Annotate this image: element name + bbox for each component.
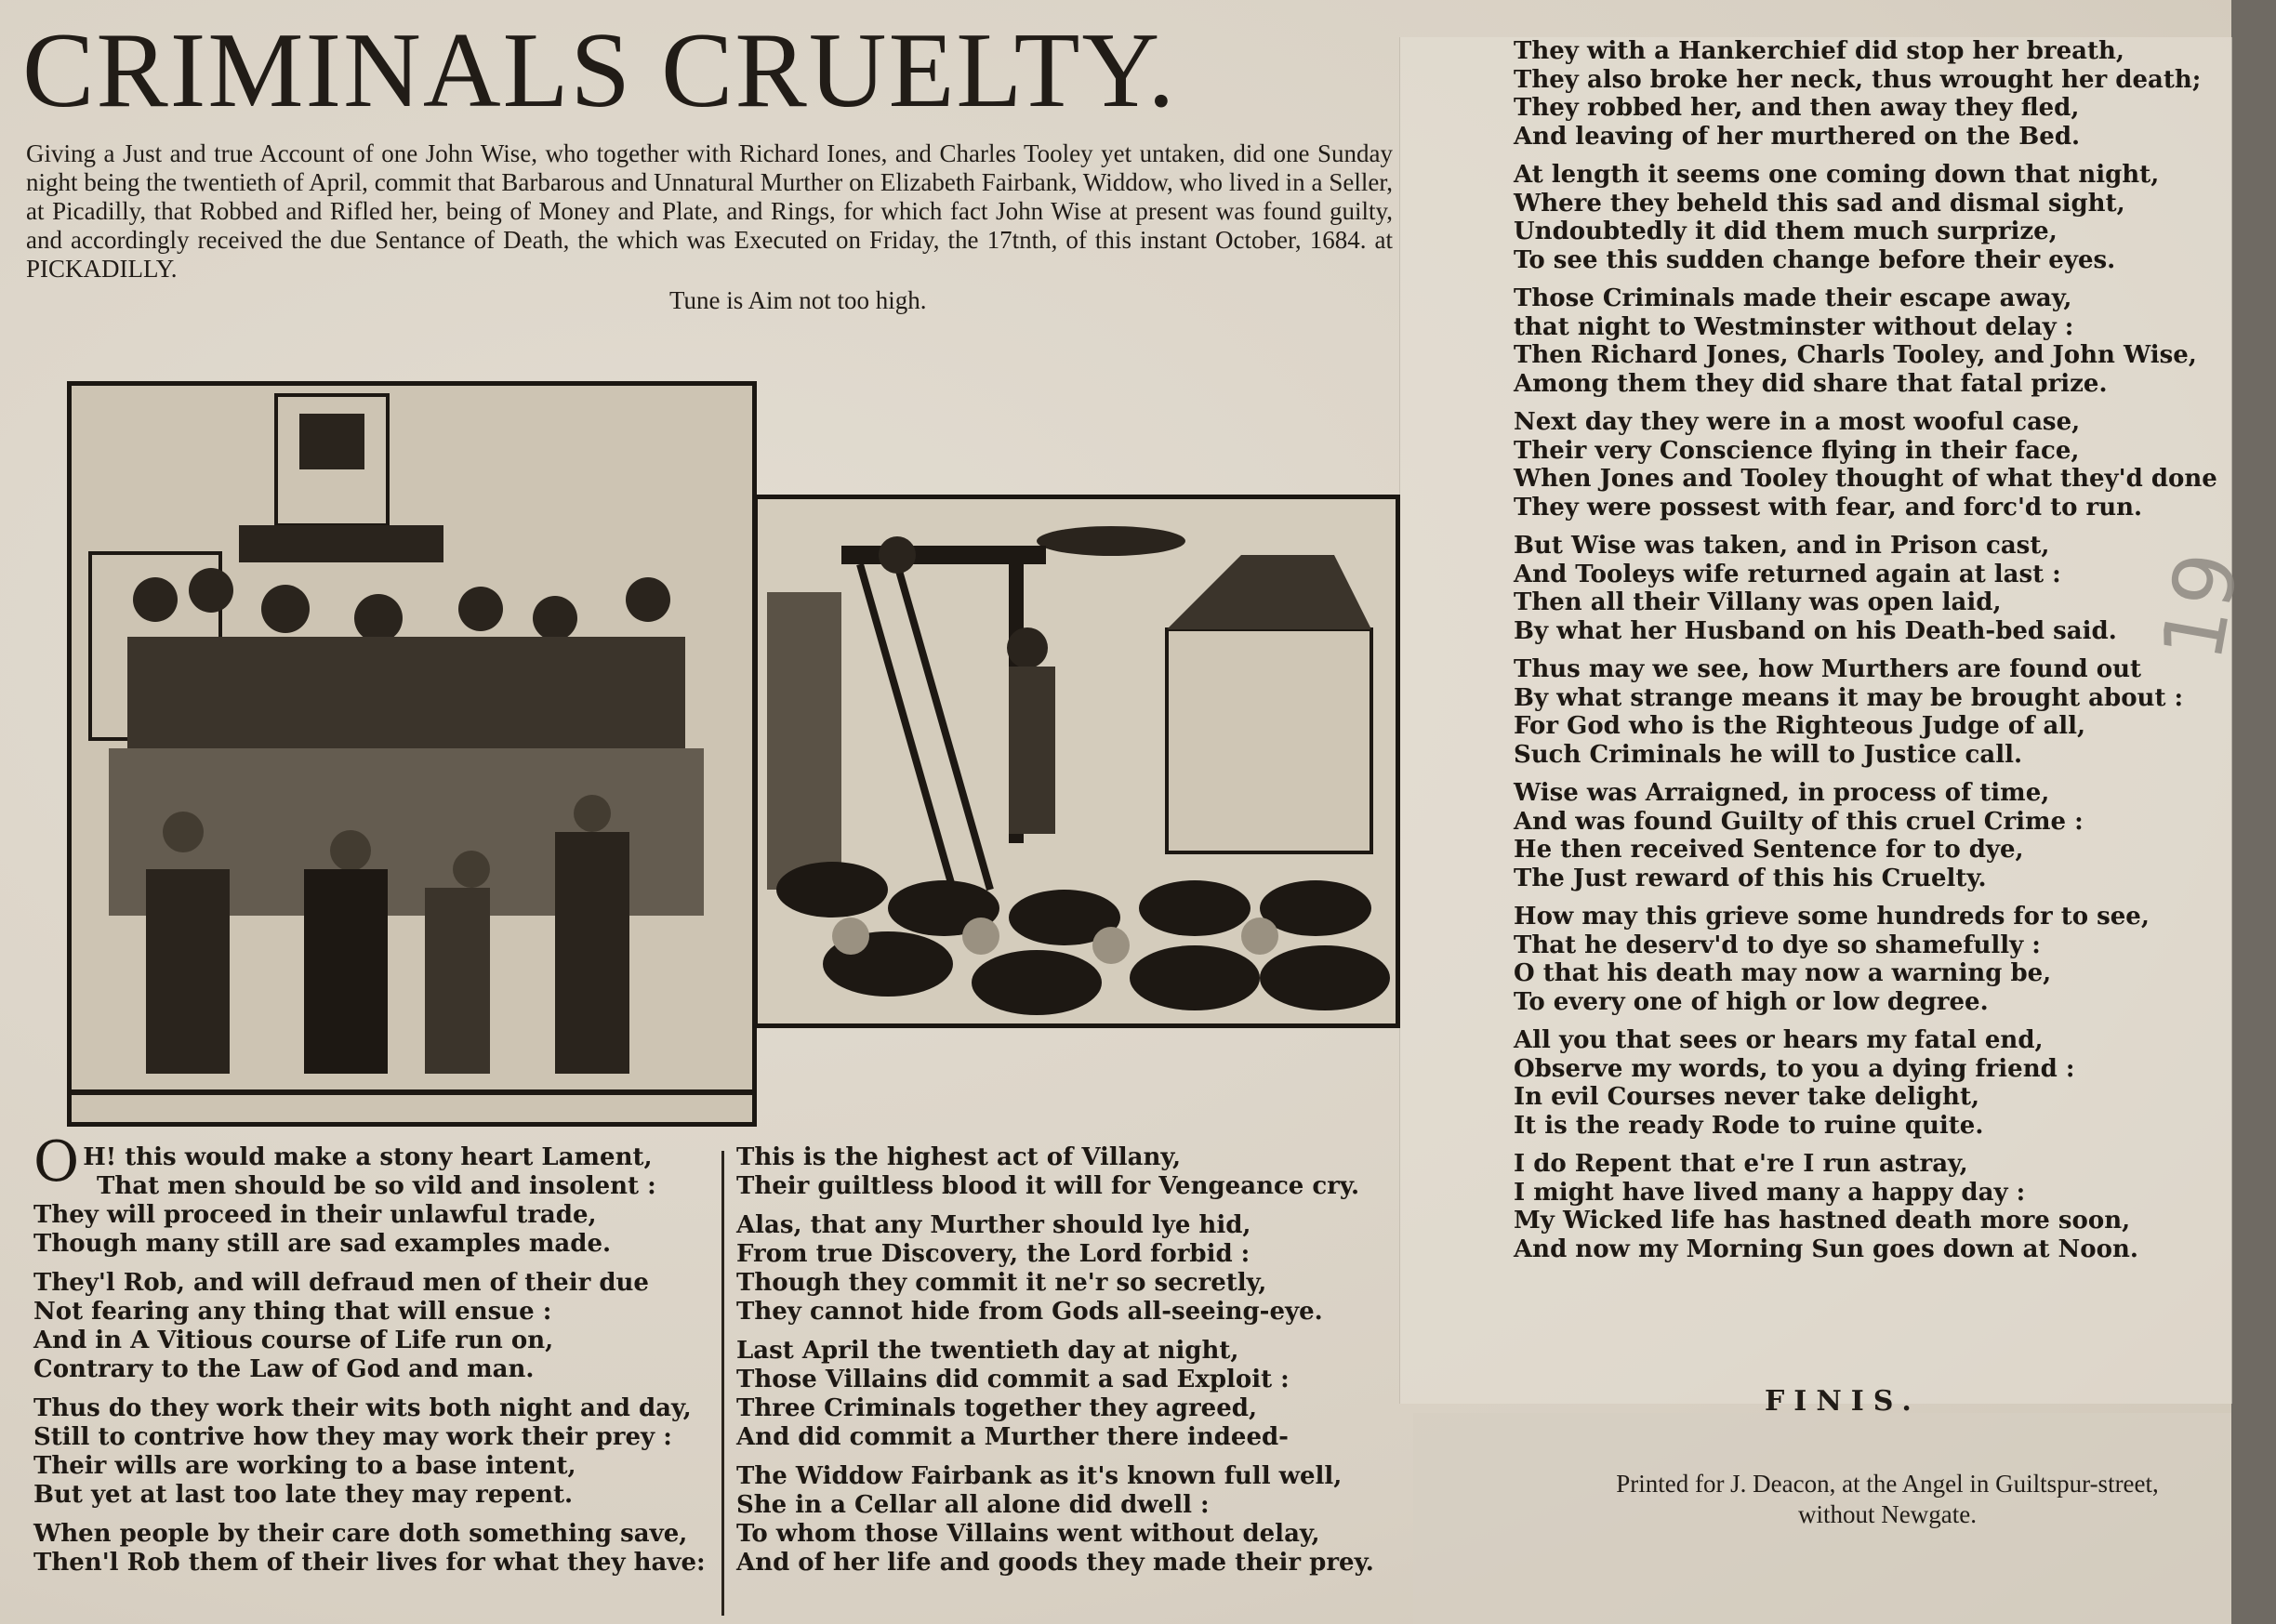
verse-line: In evil Courses never take delight, [1514, 1083, 1980, 1111]
stanza-4 [33, 1520, 712, 1578]
verse-line: Thus do they work their wits both night and day, [33, 1394, 692, 1422]
verse-line: Their wills are working to a base intent, [33, 1452, 576, 1480]
verse-line: They robbed her, and then away they fled, [1514, 94, 2080, 122]
stanza-4 [736, 1462, 1387, 1578]
verse-line: Among them they did share that fatal prize. [1514, 369, 2108, 398]
verse-line: My Wicked life has hastned death more soon, [1514, 1207, 2131, 1235]
verse-line: Though they commit it ne'r so secretly, [736, 1269, 1267, 1297]
stanza-3 [33, 1394, 712, 1510]
verse-line: Not fearing any thing that will ensue : [33, 1298, 552, 1326]
stanza-3 [1514, 284, 2220, 398]
finis-mark: FINIS. [1765, 1385, 1921, 1418]
verse-line: To see this sudden change before their eyes. [1514, 245, 2116, 274]
verse-line: How may this grieve some hundreds for to see, [1514, 903, 2150, 931]
verse-line: That men should be so vild and insolent : [97, 1172, 656, 1200]
verse-line: I do Repent that e're I run astray, [1514, 1150, 1968, 1178]
intro-paragraph: Giving a Just and true Account of one John Wise, who together with Richard Iones, and Charles Tooley yet untaken, did one Sunday night being the twentieth of April, commit that Barbarous and Unnatural Murther on Elizabeth Fairbank, Widdow, who lived in a Seller, at Picadilly, that Robbed and Rifled her, being of Money and Plate, and Rings, for which fact John Wise at present was found guilty, and accordingly received the due Sentance of Death, the which was Executed on Friday, the 17tnth, of this instant October, 1684. at PICKADILLY. [26, 139, 1393, 283]
verse-line: They also broke her neck, thus wrought her death; [1514, 65, 2202, 94]
verse-line: H! this would make a stony heart Lament, [83, 1143, 653, 1171]
verse-line: By what her Husband on his Death-bed said. [1514, 616, 2117, 645]
pencil-annotation: 19 [2143, 545, 2258, 668]
execution-woodcut [753, 495, 1400, 1028]
verse-line: But Wise was taken, and in Prison cast, [1514, 532, 2050, 560]
verse-line: To every one of high or low degree. [1514, 987, 1989, 1016]
stanza-1 [736, 1143, 1387, 1201]
verse-line: When people by their care doth something save, [33, 1520, 688, 1548]
verse-line: Such Criminals he will to Justice call. [1514, 740, 2023, 769]
verse-line: This is the highest act of Villany, [736, 1143, 1182, 1171]
verse-line: Three Criminals together they agreed, [736, 1394, 1257, 1422]
verse-line: Then'l Rob them of their lives for what they have: [33, 1549, 706, 1577]
verse-line: The Widdow Fairbank as it's known full well, [736, 1462, 1343, 1490]
verse-line: They cannot hide from Gods all-seeing-eye. [736, 1298, 1323, 1326]
verse-line: And of her life and goods they made their prey. [736, 1549, 1374, 1577]
printer-imprint [1543, 1469, 2231, 1530]
column-divider [721, 1151, 724, 1616]
verse-line: They will proceed in their unlawful trade, [33, 1201, 597, 1229]
drop-cap: O [33, 1129, 80, 1195]
verse-line: I might have lived many a happy day : [1514, 1178, 2026, 1207]
verse-line: And in A Vitious course of Life run on, [33, 1327, 554, 1354]
verse-line: And Tooleys wife returned again at last : [1514, 560, 2061, 588]
verse-line: For God who is the Righteous Judge of all, [1514, 712, 2086, 740]
stanza-4 [1514, 408, 2220, 522]
verse-line: Those Criminals made their escape away, [1514, 284, 2072, 312]
verse-line: Though many still are sad examples made. [33, 1230, 612, 1258]
verse-line: And did commit a Murther there indeed- [736, 1423, 1289, 1451]
verse-line: O that his death may now a warning be, [1514, 959, 2052, 987]
verse-line: It is the ready Rode to ruine quite. [1514, 1111, 1984, 1140]
verse-line: But yet at last too late they may repent. [33, 1481, 574, 1509]
verse-line: Where they beheld this sad and dismal sight, [1514, 189, 2125, 218]
verse-line: Alas, that any Murther should lye hid, [736, 1211, 1251, 1239]
verse-line: Their guiltless blood it will for Vengeance cry. [736, 1172, 1360, 1200]
verse-line: By what strange means it may be brought about : [1514, 683, 2184, 712]
stanza-9 [1514, 1026, 2220, 1140]
imprint-line-1: Printed for J. Deacon, at the Angel in Guiltspur-street, [1616, 1470, 2159, 1498]
verse-line: That he deserv'd to dye so shamefully : [1514, 931, 2041, 959]
stanza-2 [736, 1211, 1387, 1327]
verse-line: Last April the twentieth day at night, [736, 1337, 1239, 1365]
stanza-6 [1514, 655, 2220, 769]
verse-line: At length it seems one coming down that night, [1514, 161, 2160, 189]
stanza-1 [1514, 37, 2220, 151]
stanza-5 [1514, 532, 2220, 645]
verse-line: Their very Conscience flying in their face, [1514, 436, 2080, 465]
verse-line: All you that sees or hears my fatal end, [1514, 1026, 2044, 1054]
verse-line: They with a Hankerchief did stop her breath, [1514, 37, 2124, 65]
verse-line: And was found Guilty of this cruel Crime : [1514, 807, 2084, 836]
verse-line: From true Discovery, the Lord forbid : [736, 1240, 1250, 1268]
stanza-3 [736, 1337, 1387, 1452]
verse-line: that night to Westminster without delay : [1514, 312, 2074, 341]
verse-line: She in a Cellar all alone did dwell : [736, 1491, 1210, 1519]
stanza-8 [1514, 903, 2220, 1016]
verse-line: Then Richard Jones, Charls Tooley, and John Wise, [1514, 341, 2197, 369]
verse-line: Contrary to the Law of God and man. [33, 1355, 535, 1383]
verse-line: They were possest with fear, and forc'd to run. [1514, 493, 2143, 522]
verse-line: Undoubtedly it did them much surprize, [1514, 218, 2058, 245]
courtroom-woodcut [67, 381, 757, 1127]
stanza-2 [1514, 161, 2220, 274]
verse-line: The Just reward of this his Cruelty. [1514, 864, 1987, 892]
stanza-7 [1514, 779, 2220, 892]
verse-line: When Jones and Tooley thought of what they'd done [1514, 465, 2217, 493]
stanza-10 [1514, 1150, 2220, 1263]
verse-column-2 [736, 1143, 1387, 1588]
verse-column-1 [33, 1129, 712, 1588]
verse-line: They'l Rob, and will defraud men of their due [33, 1269, 649, 1297]
verse-line: Then all their Villany was open laid, [1514, 588, 2002, 616]
page-title: CRIMINALS CRUELTY. [22, 11, 1177, 130]
verse-line: Next day they were in a most wooful case, [1514, 408, 2081, 436]
verse-line: He then received Sentence for to dye, [1514, 836, 2024, 864]
verse-line: Wise was Arraigned, in process of time, [1514, 779, 2050, 807]
verse-line: And now my Morning Sun goes down at Noon. [1514, 1235, 2138, 1263]
verse-line: Still to contrive how they may work their prey : [33, 1423, 672, 1451]
verse-column-3 [1514, 37, 2220, 1274]
tune-note: Tune is Aim not too high. [669, 286, 927, 314]
verse-line: Those Villains did commit a sad Exploit : [736, 1366, 1290, 1393]
imprint-line-2: without Newgate. [1798, 1500, 1977, 1528]
stanza-1 [33, 1129, 712, 1259]
verse-line: And leaving of her murthered on the Bed. [1514, 122, 2081, 151]
verse-line: Thus may we see, how Murthers are found out [1514, 655, 2142, 683]
verse-line: To whom those Villains went without delay, [736, 1520, 1320, 1548]
verse-line: Observe my words, to you a dying friend : [1514, 1054, 2075, 1083]
stanza-2 [33, 1269, 712, 1384]
